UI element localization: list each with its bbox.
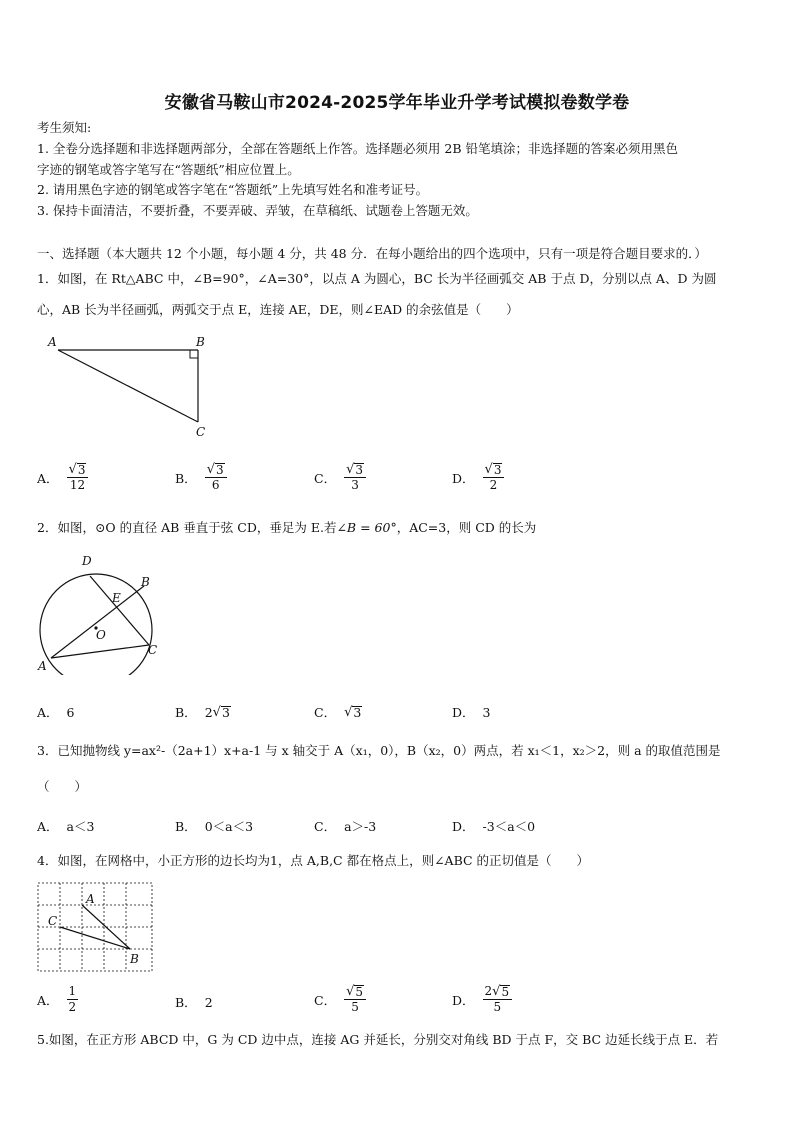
option-label: B． — [175, 705, 197, 720]
q4-label-a: A — [86, 892, 95, 906]
option-value: a＞-3 — [344, 819, 377, 834]
option-value: -3＜a＜0 — [482, 819, 536, 834]
notice-line-2: 字迹的钢笔或答字笔写在“答题纸”相应位置上。 — [37, 162, 300, 177]
option-label: B． — [175, 995, 197, 1010]
fraction: √ 3 6 — [205, 463, 227, 492]
option-label: A． — [37, 705, 59, 720]
q2-label-c: C — [148, 643, 158, 657]
coefficient: 2 — [484, 984, 493, 998]
q2-text-b: ，AC=3，则 CD 的长为 — [396, 520, 537, 535]
denominator: 6 — [211, 478, 220, 492]
radicand: 5 — [355, 985, 364, 999]
option-label: C． — [314, 819, 337, 834]
q2-option-b[interactable]: B． 2 √ 3 — [175, 704, 230, 720]
q4-option-b[interactable] — [175, 993, 213, 1011]
q5-line-1: 5.如图，在正方形 ABCD 中，G 为 CD 边中点，连接 AG 并延长，分别交对角线 BD 于点 F，交 BC 边延长线于点 E．若 — [37, 1032, 719, 1047]
q1-label-b: B — [196, 335, 205, 349]
radicand: 3 — [215, 463, 224, 477]
q1-label-a: A — [48, 335, 57, 349]
radicand: 5 — [501, 985, 510, 999]
q2-option-c[interactable]: C． √ 3 — [314, 704, 362, 720]
option-label: B． — [175, 819, 197, 834]
q4-option-d[interactable] — [452, 985, 512, 1014]
q1-option-a[interactable] — [37, 463, 88, 492]
q2-label-e: E — [112, 591, 121, 605]
radicand: 3 — [353, 704, 362, 720]
option-label: C． — [314, 470, 337, 486]
fraction: √ 5 5 — [344, 985, 366, 1014]
option-label: D． — [452, 819, 475, 834]
q3-option-b[interactable] — [175, 817, 253, 835]
option-label: D． — [452, 992, 475, 1008]
radicand: 3 — [493, 463, 502, 477]
q1-option-b[interactable] — [175, 463, 227, 492]
q3-option-a[interactable] — [37, 817, 94, 835]
q2-angle: ∠B = 60° — [336, 520, 397, 535]
q1-option-d[interactable] — [452, 463, 504, 492]
fraction: 2 √ 5 5 — [483, 985, 513, 1014]
option-value: 3 — [482, 704, 491, 720]
option-value: 6 — [66, 704, 75, 720]
q1-triangle-figure — [40, 330, 220, 440]
q1-option-c[interactable] — [314, 463, 366, 492]
q2-label-b: B — [141, 575, 150, 589]
option-label: C． — [314, 992, 337, 1008]
radicand: 3 — [77, 463, 86, 477]
q4-label-c: C — [48, 914, 58, 928]
notice-heading: 考生须知: — [37, 120, 92, 135]
denominator: 3 — [351, 478, 359, 492]
q4-label-b: B — [130, 952, 139, 966]
q2-text-a: 2．如图，⊙O 的直径 AB 垂直于弦 CD，垂足为 E.若 — [37, 520, 337, 535]
q3-line-1: 3．已知抛物线 y=ax²-（2a+1）x+a-1 与 x 轴交于 A（x₁，0），B（x₂，0）两点，若 x₁＜1，x₂＞2，则 a 的取值范围是 — [37, 743, 721, 758]
notice-line-1: 1. 全卷分选择题和非选择题两部分，全部在答题纸上作答。选择题必须用 2B 铅笔填涂；非选择题的答案必须用黑色 — [37, 141, 678, 156]
option-label: C． — [314, 705, 337, 720]
denominator: 5 — [493, 1000, 502, 1014]
denominator: 12 — [69, 478, 86, 492]
q3-option-c[interactable] — [314, 817, 376, 835]
q1-line-2: 心，AB 长为半径画弧，两弧交于点 E，连接 AE，DE，则∠EAD 的余弦值是（ ） — [37, 302, 519, 317]
option-label: B． — [175, 470, 197, 486]
q2-option-d[interactable] — [452, 703, 490, 721]
option-label: A． — [37, 819, 59, 834]
option-label: D． — [452, 705, 475, 720]
option-label: A． — [37, 992, 59, 1008]
numerator: 1 — [68, 984, 77, 998]
q3-line-2: （ ） — [37, 779, 88, 794]
q2-label-d: D — [82, 554, 92, 568]
fraction: √ 3 2 — [483, 463, 505, 492]
q4-line-1: 4．如图，在网格中，小正方形的边长均为1，点 A,B,C 都在格点上，则∠ABC 的正切值是（ ） — [37, 853, 590, 868]
fraction: √ 3 3 — [344, 463, 366, 492]
q1-line-1: 1．如图，在 Rt△ABC 中，∠B=90°，∠A=30°，以点 A 为圆心，BC 长为半径画弧交 AB 于点 D，分别以点 A、D 为圆 — [37, 271, 717, 286]
notice-line-3: 2. 请用黑色字迹的钢笔或答字笔在“答题纸”上先填写姓名和准考证号。 — [37, 182, 429, 197]
page-title: 安徽省马鞍山市2024-2025学年毕业升学考试模拟卷数学卷 — [164, 93, 630, 113]
option-label: A． — [37, 470, 59, 486]
section-heading: 一、选择题（本大题共 12 个小题，每小题 4 分，共 48 分．在每小题给出的四个选项中，只有一项是符合题目要求的．） — [37, 246, 707, 261]
denominator: 5 — [351, 1000, 359, 1014]
q4-option-c[interactable] — [314, 985, 366, 1014]
q2-option-a[interactable] — [37, 703, 74, 721]
q2-label-o: O — [96, 628, 106, 642]
q3-option-d[interactable] — [452, 817, 535, 835]
q2-label-a: A — [38, 659, 47, 673]
q2-line-1 — [37, 520, 536, 536]
q1-label-c: C — [196, 425, 206, 439]
denominator: 2 — [68, 1000, 77, 1014]
radicand: 3 — [355, 463, 364, 477]
radicand: 3 — [221, 704, 230, 720]
option-value: 0＜a＜3 — [204, 819, 254, 834]
fraction — [67, 985, 79, 1014]
coefficient: 2 — [204, 704, 213, 720]
notice-line-4: 3. 保持卡面清洁，不要折叠，不要弄破、弄皱，在草稿纸、试题卷上答题无效。 — [37, 203, 478, 218]
option-label: D． — [452, 470, 475, 486]
q4-grid-figure — [36, 881, 158, 977]
q4-option-a[interactable] — [37, 985, 78, 1014]
denominator: 2 — [489, 478, 498, 492]
option-value: a＜3 — [66, 819, 95, 834]
q2-circle-figure — [32, 550, 162, 675]
option-value: 2 — [204, 994, 213, 1010]
fraction: √ 3 12 — [67, 463, 89, 492]
